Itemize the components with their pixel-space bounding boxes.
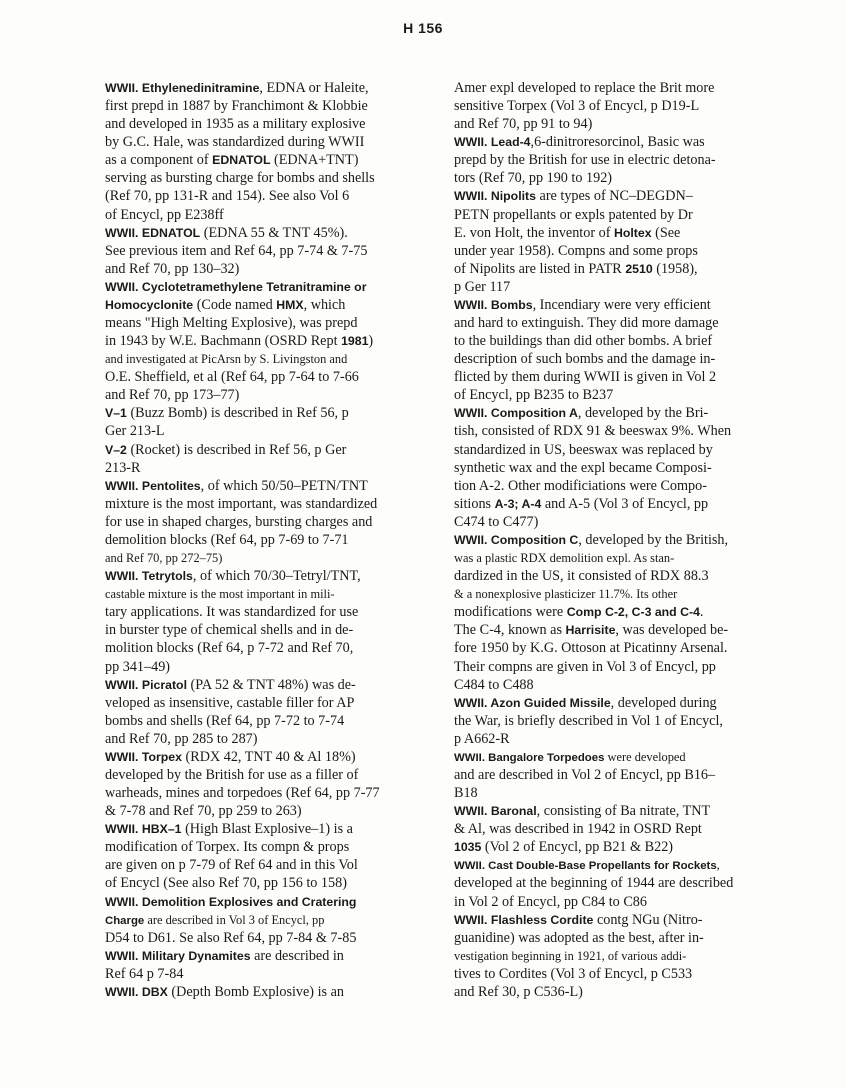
- text-line: WWII. HBX–1 (High Blast Explosive–1) is a: [105, 821, 353, 838]
- text-line: veloped as insensitive, castable filler for AP: [105, 694, 355, 711]
- text-line: by G.C. Hale, was standardized during WWII: [105, 134, 365, 151]
- text-line: description of such bombs and the damage in-: [454, 351, 716, 368]
- text-line: WWII. Bangalore Torpedoes were developed: [454, 749, 686, 764]
- text-line: V–1 (Buzz Bomb) is described in Ref 56, p: [105, 405, 349, 422]
- text-line: in Vol 2 of Encycl, pp C84 to C86: [454, 893, 647, 910]
- text-line: & 7-78 and Ref 70, pp 259 to 263): [105, 803, 302, 820]
- text-line: WWII. Tetrytols, of which 70/30–Tetryl/TNT,: [105, 568, 361, 585]
- text-line: tish, consisted of RDX 91 & beeswax 9%. When: [454, 423, 732, 440]
- text-line: WWII. Cyclotetramethylene Tetranitramine or: [105, 279, 367, 294]
- text-line: and investigated at PicArsn by S. Livingston and: [105, 352, 348, 367]
- text-line: Homocyclonite (Code named HMX, which: [105, 296, 346, 313]
- text-line: for use in shaped charges, bursting charges and: [105, 513, 373, 530]
- text-line: of Encycl, pp B235 to B237: [454, 387, 614, 404]
- text-line: E. von Holt, the inventor of Holtex (See: [454, 224, 681, 241]
- text-line: and are described in Vol 2 of Encycl, pp B16–: [454, 766, 716, 783]
- text-line: & a nonexplosive plasticizer 11.7%. Its other: [454, 587, 678, 602]
- text-line: mixture is the most important, was standardized: [105, 495, 378, 512]
- text-line: WWII. Pentolites, of which 50/50–PETN/TNT: [105, 477, 368, 494]
- text-line: tives to Cordites (Vol 3 of Encycl, p C533: [454, 965, 693, 982]
- text-line: tion A-2. Other modificiations were Compo-: [454, 477, 707, 494]
- text-line: and developed in 1935 as a military explosive: [105, 116, 366, 133]
- text-line: standardized in US, beeswax was replaced by: [454, 441, 713, 458]
- text-line: in burster type of chemical shells and in de-: [105, 622, 354, 639]
- text-line: WWII. Military Dynamites are described in: [105, 947, 344, 964]
- text-line: as a component of EDNATOL (EDNA+TNT): [105, 152, 359, 169]
- text-line: tary applications. It was standardized for use: [105, 604, 359, 621]
- page-header-number: H 156: [403, 20, 443, 36]
- text-line: vestigation beginning in 1921, of various addi-: [454, 948, 687, 963]
- text-line: WWII. Bombs, Incendiary were very efficient: [454, 296, 711, 313]
- text-line: and Ref 70, pp 91 to 94): [454, 116, 593, 133]
- text-line: Ref 64 p 7-84: [105, 965, 184, 982]
- text-line: prepd by the British for use in electric detona-: [454, 152, 716, 169]
- text-line: PETN propellants or expls patented by Dr: [454, 206, 693, 223]
- text-line: D54 to D61. Se also Ref 64, pp 7-84 & 7-85: [105, 929, 357, 946]
- text-line: warheads, mines and torpedoes (Ref 64, pp 7-77: [105, 785, 380, 802]
- text-line: C474 to C477): [454, 513, 539, 530]
- text-line: and Ref 30, p C536-L): [454, 983, 583, 1000]
- text-line: of Encycl, pp E238ff: [105, 206, 224, 223]
- text-line: of Encycl (See also Ref 70, pp 156 to 158): [105, 875, 347, 892]
- text-line: See previous item and Ref 64, pp 7-74 & 7-75: [105, 242, 368, 259]
- text-line: and Ref 70, pp 272–75): [105, 551, 223, 566]
- text-line: in 1943 by W.E. Bachmann (OSRD Rept 1981): [105, 333, 374, 350]
- text-line: guanidine) was adopted as the best, after in-: [454, 929, 704, 946]
- text-line: sensitive Torpex (Vol 3 of Encycl, p D19-L: [454, 98, 700, 115]
- text-line: WWII. Demolition Explosives and Cratering: [105, 894, 357, 909]
- text-line: WWII. Ethylenedinitramine, EDNA or Haleite,: [105, 80, 369, 96]
- text-line: pp 341–49): [105, 658, 171, 675]
- text-line: means "High Melting Explosive), was prepd: [105, 315, 358, 332]
- text-line: Amer expl developed to replace the Brit more: [454, 80, 715, 96]
- text-line: O.E. Sheffield, et al (Ref 64, pp 7-64 to 7-66: [105, 369, 359, 386]
- text-line: p A662-R: [454, 730, 510, 747]
- text-line: synthetic wax and the expl became Composi-: [454, 459, 712, 476]
- text-line: modification of Torpex. Its compn & props: [105, 839, 350, 856]
- text-line: Their compns are given in Vol 3 of Encycl, pp: [454, 658, 716, 675]
- text-line: and Ref 70, pp 285 to 287): [105, 730, 258, 747]
- text-line: WWII. EDNATOL (EDNA 55 & TNT 45%).: [105, 224, 348, 241]
- text-column-left: [105, 79, 427, 1001]
- text-line: was a plastic RDX demolition expl. As stan-: [454, 551, 675, 566]
- text-line: WWII. Nipolits are types of NC–DEGDN–: [454, 188, 693, 205]
- text-line: and Ref 70, pp 130–32): [105, 260, 240, 277]
- text-column-right: [454, 79, 776, 1001]
- text-line: WWII. Composition C, developed by the British,: [454, 531, 729, 548]
- text-line: flicted by them during WWII is given in Vol 2: [454, 369, 717, 386]
- text-line: tors (Ref 70, pp 190 to 192): [454, 170, 613, 187]
- text-line: 1035 (Vol 2 of Encycl, pp B21 & B22): [454, 839, 674, 856]
- text-line: and Ref 70, pp 173–77): [105, 387, 240, 404]
- text-line: WWII. Picratol (PA 52 & TNT 48%) was de-: [105, 676, 356, 693]
- text-line: Ger 213-L: [105, 423, 165, 440]
- text-line: modifications were Comp C-2, C-3 and C-4.: [454, 604, 704, 621]
- text-line: 213-R: [105, 459, 141, 476]
- text-line: bombs and shells (Ref 64, pp 7-72 to 7-74: [105, 712, 345, 729]
- text-line: first prepd in 1887 by Franchimont & Klobbie: [105, 98, 368, 115]
- text-line: under year 1958). Compns and some props: [454, 242, 698, 259]
- text-line: WWII. DBX (Depth Bomb Explosive) is an: [105, 983, 344, 1000]
- text-line: C484 to C488: [454, 676, 534, 693]
- text-line: WWII. Torpex (RDX 42, TNT 40 & Al 18%): [105, 748, 356, 765]
- text-line: WWII. Cast Double-Base Propellants for Rockets,: [454, 858, 720, 873]
- text-line: sitions A-3; A-4 and A-5 (Vol 3 of Encycl, pp: [454, 495, 709, 512]
- text-line: serving as bursting charge for bombs and shells: [105, 170, 375, 187]
- text-line: WWII. Azon Guided Missile, developed during: [454, 694, 717, 711]
- text-line: to the buildings than did other bombs. A brief: [454, 333, 713, 350]
- text-line: are given on p 7-79 of Ref 64 and in this Vol: [105, 857, 358, 874]
- text-line: & Al, was described in 1942 in OSRD Rept: [454, 821, 702, 838]
- text-line: WWII. Flashless Cordite contg NGu (Nitro-: [454, 911, 703, 928]
- text-line: and hard to extinguish. They did more damage: [454, 315, 719, 332]
- text-line: molition blocks (Ref 64, p 7-72 and Ref 70,: [105, 640, 354, 657]
- text-line: developed at the beginning of 1944 are described: [454, 875, 734, 892]
- text-line: dardized in the US, it consisted of RDX 88.3: [454, 568, 709, 585]
- text-line: The C-4, known as Harrisite, was developed be-: [454, 622, 729, 639]
- text-line: p Ger 117: [454, 278, 511, 295]
- text-line: the War, is briefly described in Vol 1 of Encycl,: [454, 712, 723, 729]
- text-line: (Ref 70, pp 131-R and 154). See also Vol 6: [105, 188, 350, 205]
- text-line: developed by the British for use as a filler of: [105, 766, 359, 783]
- text-line: WWII. Composition A, developed by the Bri-: [454, 405, 709, 422]
- text-line: demolition blocks (Ref 64, pp 7-69 to 7-71: [105, 531, 349, 548]
- text-line: Charge are described in Vol 3 of Encycl, pp: [105, 912, 325, 927]
- text-line: V–2 (Rocket) is described in Ref 56, p Ger: [105, 441, 347, 458]
- text-line: of Nipolits are listed in PATR 2510 (1958),: [454, 260, 698, 277]
- text-line: fore 1950 by K.G. Ottoson at Picatinny Arsenal.: [454, 640, 728, 657]
- text-line: WWII. Lead-4,6-dinitroresorcinol, Basic was: [454, 134, 705, 151]
- text-line: B18: [454, 785, 478, 802]
- text-line: castable mixture is the most important in mili-: [105, 587, 335, 602]
- text-line: WWII. Baronal, consisting of Ba nitrate, TNT: [454, 803, 711, 820]
